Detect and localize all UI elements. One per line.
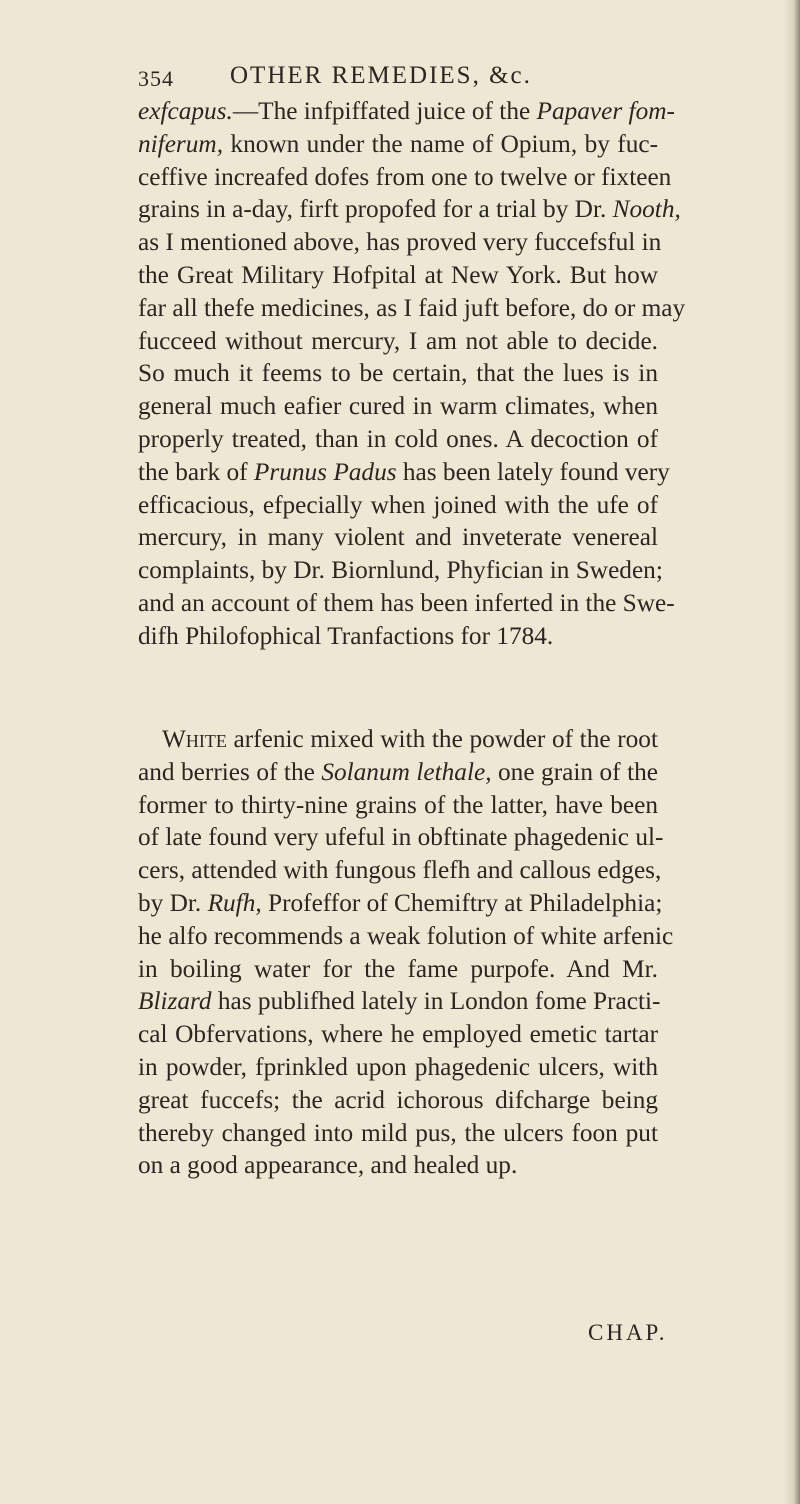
text-line	[138, 1051, 658, 1084]
text-span: former to thirty-nine grains of the latter, have been	[138, 790, 658, 819]
text-span: Rufh,	[207, 888, 262, 917]
text-span: complaints, by Dr. Biornlund, Phyfician in Sweden;	[138, 556, 663, 585]
text-span: the bark of	[138, 457, 254, 486]
text-span: fucceed without mercury, I am not able to decide.	[138, 326, 658, 355]
text-span: Profeffor of Chemiftry at Philadelphia;	[261, 888, 663, 917]
text-span: and an account of them has been inferted in the Swe-	[138, 588, 675, 617]
text-span: known under the name of Opium, by fuc-	[223, 129, 658, 158]
text-line	[138, 854, 662, 887]
text-span: and berries of the	[138, 757, 322, 786]
text-line	[138, 620, 658, 653]
text-span: Prunus Padus	[253, 457, 397, 486]
page-number: 354	[138, 66, 174, 91]
text-span: properly treated, than in cold ones. A decoction of	[138, 424, 658, 453]
text-line	[138, 1018, 658, 1051]
text-line	[138, 1117, 658, 1150]
text-line	[138, 723, 658, 756]
text-line	[138, 128, 658, 161]
text-line	[138, 193, 681, 226]
text-span: ceffive increafed dofes from one to twelve or fixteen	[138, 162, 672, 191]
text-span: difh Philofophical Tranfactions for 1784.	[138, 621, 554, 650]
text-line	[138, 821, 664, 854]
text-line	[138, 920, 674, 953]
text-span: in boiling water for the fame purpofe. And Mr.	[138, 954, 658, 983]
text-span: by Dr.	[138, 888, 208, 917]
text-span: general much eafier cured in warm climates, when	[138, 392, 658, 421]
text-line	[138, 95, 675, 128]
text-line	[138, 325, 658, 358]
text-span: as I mentioned above, has proved very fuccefsful in	[138, 228, 662, 257]
catchword: CHAP.	[588, 1320, 668, 1345]
text-span: arfenic mixed with the powder of the root	[226, 725, 658, 753]
text-line	[138, 259, 658, 292]
text-span: Nooth,	[612, 195, 681, 224]
text-line	[138, 985, 661, 1018]
text-span: he alfo recommends a weak folution of white arfenic	[138, 921, 674, 950]
text-span: on a good appearance, and healed up.	[138, 1151, 518, 1180]
text-span: cers, attended with fungous flefh and callous edges,	[138, 856, 662, 885]
text-span: —The infpiffated juice of the	[232, 97, 537, 125]
text-line	[138, 554, 663, 587]
text-span: Papaver fom-	[536, 97, 675, 125]
text-line	[138, 953, 658, 986]
paragraph-opium	[138, 95, 686, 653]
text-line	[138, 1149, 658, 1182]
text-line	[138, 357, 658, 390]
text-span: has publifhed lately in London fome Practi-	[211, 987, 661, 1016]
text-line	[138, 423, 658, 456]
text-span: great fuccefs; the acrid ichorous difcharge being	[138, 1085, 658, 1114]
paragraph-arsenic	[138, 723, 674, 1182]
text-span: grains in a-day, firft propofed for a trial by Dr.	[138, 195, 613, 224]
text-line	[138, 521, 658, 554]
text-span: of late found very ufeful in obftinate phagedenic ul-	[138, 823, 664, 852]
text-span: efficacious, efpecially when joined with the ufe of	[138, 490, 658, 519]
text-line	[138, 292, 686, 325]
text-span: cal Obfervations, where he employed emetic tartar	[138, 1020, 658, 1049]
text-span: Blizard	[138, 987, 212, 1016]
text-span: White	[162, 725, 227, 753]
text-span: one grain of the	[491, 757, 659, 786]
text-span: exfcapus.	[138, 97, 233, 125]
text-line	[138, 887, 663, 920]
text-span: Solanum lethale,	[321, 757, 492, 786]
text-line	[138, 587, 675, 620]
text-line	[138, 226, 662, 259]
text-span: has been lately found very	[396, 457, 670, 486]
text-line	[138, 390, 658, 423]
running-title: OTHER REMEDIES, &c.	[230, 62, 532, 89]
text-line	[138, 161, 672, 194]
text-line	[138, 789, 658, 822]
text-span: So much it feems to be certain, that the lues is in	[138, 359, 658, 388]
text-span: far all thefe medicines, as I faid juft before, do or may	[138, 293, 686, 322]
text-span: in powder, fprinkled upon phagedenic ulcers, with	[138, 1052, 658, 1081]
text-line	[138, 1084, 658, 1117]
text-span: niferum,	[138, 129, 224, 158]
text-span: thereby changed into mild pus, the ulcers foon put	[138, 1118, 658, 1147]
text-span: mercury, in many violent and inveterate venereal	[138, 523, 658, 552]
text-span: the Great Military Hofpital at New York. But how	[138, 260, 658, 289]
page-edge-shadow	[784, 0, 800, 1504]
text-line	[138, 489, 658, 522]
text-line	[138, 756, 658, 789]
text-line	[138, 456, 670, 489]
